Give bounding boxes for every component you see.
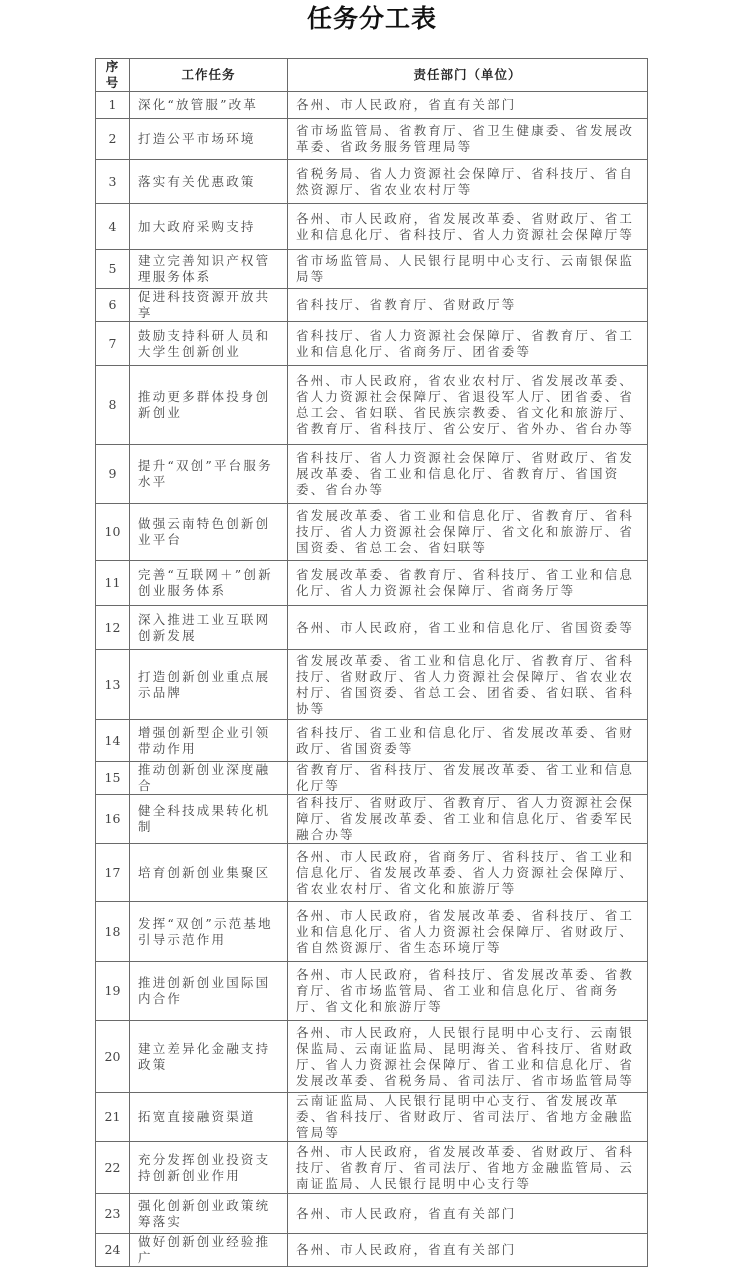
table-row <box>96 1021 648 1093</box>
row-task: 充分发挥创业投资支持创新创业作用 <box>130 1142 288 1194</box>
row-task: 做好创新创业经验推广 <box>130 1234 288 1267</box>
table-row <box>96 561 648 606</box>
row-number: 16 <box>96 795 130 844</box>
row-number: 20 <box>96 1021 130 1093</box>
document-title: 任务分工表 <box>306 4 437 33</box>
row-department: 各州、市人民政府，省工业和信息化厅、省国资委等 <box>288 606 648 650</box>
table-row <box>96 160 648 204</box>
row-department: 省科技厅、省工业和信息化厅、省发展改革委、省财政厅、省国资委等 <box>288 720 648 762</box>
table-row <box>96 606 648 650</box>
column-header-number: 序号 <box>96 59 130 92</box>
table-row <box>96 92 648 119</box>
row-task: 做强云南特色创新创业平台 <box>130 504 288 561</box>
row-task: 培育创新创业集聚区 <box>130 844 288 902</box>
row-department: 各州、市人民政府，省商务厅、省科技厅、省工业和信息化厅、省发展改革委、省人力资源社会保障厅、省农业农村厅、省文化和旅游厅等 <box>288 844 648 902</box>
row-task: 推动更多群体投身创新创业 <box>130 366 288 445</box>
table-row <box>96 504 648 561</box>
row-department: 各州、市人民政府，省直有关部门 <box>288 92 648 119</box>
table-row <box>96 844 648 902</box>
row-number: 21 <box>96 1093 130 1142</box>
row-number: 1 <box>96 92 130 119</box>
row-task: 鼓励支持科研人员和大学生创新创业 <box>130 322 288 366</box>
row-number: 24 <box>96 1234 130 1267</box>
row-task: 增强创新型企业引领带动作用 <box>130 720 288 762</box>
table-row <box>96 962 648 1021</box>
row-task: 推动创新创业深度融合 <box>130 762 288 795</box>
row-number: 11 <box>96 561 130 606</box>
table-row <box>96 1194 648 1234</box>
row-department: 各州、市人民政府，省发展改革委、省财政厅、省工业和信息化厅、省科技厅、省人力资源社会保障厅等 <box>288 204 648 250</box>
row-number: 6 <box>96 289 130 322</box>
row-task: 发挥“双创”示范基地引导示范作用 <box>130 902 288 962</box>
table-row <box>96 250 648 289</box>
row-task: 加大政府采购支持 <box>130 204 288 250</box>
row-department: 云南证监局、人民银行昆明中心支行、省发展改革委、省科技厅、省财政厅、省司法厅、省地方金融监管局等 <box>288 1093 648 1142</box>
table-row <box>96 445 648 504</box>
row-task: 建立完善知识产权管理服务体系 <box>130 250 288 289</box>
row-department: 各州、市人民政府，人民银行昆明中心支行、云南银保监局、云南证监局、昆明海关、省科技厅、省财政厅、省人力资源社会保障厅、省工业和信息化厅、省发展改革委、省税务局、省司法厅、省市场监管局等 <box>288 1021 648 1093</box>
row-number: 18 <box>96 902 130 962</box>
row-department: 省科技厅、省财政厅、省教育厅、省人力资源社会保障厅、省发展改革委、省工业和信息化厅、省委军民融合办等 <box>288 795 648 844</box>
row-department: 省科技厅、省人力资源社会保障厅、省教育厅、省工业和信息化厅、省商务厅、团省委等 <box>288 322 648 366</box>
row-task: 打造创新创业重点展示品牌 <box>130 650 288 720</box>
row-number: 13 <box>96 650 130 720</box>
table-row <box>96 366 648 445</box>
row-task: 提升“双创”平台服务水平 <box>130 445 288 504</box>
row-task: 强化创新创业政策统筹落实 <box>130 1194 288 1234</box>
row-department: 省教育厅、省科技厅、省发展改革委、省工业和信息化厅等 <box>288 762 648 795</box>
row-department: 省发展改革委、省教育厅、省科技厅、省工业和信息化厅、省人力资源社会保障厅、省商务厅等 <box>288 561 648 606</box>
row-number: 17 <box>96 844 130 902</box>
row-number: 3 <box>96 160 130 204</box>
row-department: 各州、市人民政府，省农业农村厅、省发展改革委、省人力资源社会保障厅、省退役军人厅、团省委、省总工会、省妇联、省民族宗教委、省文化和旅游厅、省教育厅、省科技厅、省公安厅、省外办、省台办等 <box>288 366 648 445</box>
row-task: 推进创新创业国际国内合作 <box>130 962 288 1021</box>
row-department: 各州、市人民政府，省直有关部门 <box>288 1194 648 1234</box>
row-number: 22 <box>96 1142 130 1194</box>
row-number: 9 <box>96 445 130 504</box>
row-number: 10 <box>96 504 130 561</box>
table-row <box>96 1093 648 1142</box>
row-number: 8 <box>96 366 130 445</box>
row-task: 促进科技资源开放共享 <box>130 289 288 322</box>
table-row <box>96 720 648 762</box>
table-row <box>96 795 648 844</box>
row-department: 省市场监管局、省教育厅、省卫生健康委、省发展改革委、省政务服务管理局等 <box>288 119 648 160</box>
column-header-department: 责任部门（单位） <box>288 59 648 92</box>
table-row <box>96 902 648 962</box>
row-task: 打造公平市场环境 <box>130 119 288 160</box>
row-number: 12 <box>96 606 130 650</box>
row-number: 23 <box>96 1194 130 1234</box>
row-task: 落实有关优惠政策 <box>130 160 288 204</box>
row-task: 拓宽直接融资渠道 <box>130 1093 288 1142</box>
row-department: 各州、市人民政府，省直有关部门 <box>288 1234 648 1267</box>
row-department: 各州、市人民政府，省发展改革委、省科技厅、省工业和信息化厅、省人力资源社会保障厅、省财政厅、省自然资源厅、省生态环境厅等 <box>288 902 648 962</box>
row-task: 深入推进工业互联网创新发展 <box>130 606 288 650</box>
column-header-task: 工作任务 <box>130 59 288 92</box>
row-number: 2 <box>96 119 130 160</box>
row-department: 各州、市人民政府，省科技厅、省发展改革委、省教育厅、省市场监管局、省工业和信息化厅、省商务厅、省文化和旅游厅等 <box>288 962 648 1021</box>
row-number: 19 <box>96 962 130 1021</box>
row-department: 省发展改革委、省工业和信息化厅、省教育厅、省科技厅、省人力资源社会保障厅、省文化和旅游厅、省国资委、省总工会、省妇联等 <box>288 504 648 561</box>
row-department: 各州、市人民政府，省发展改革委、省财政厅、省科技厅、省教育厅、省司法厅、省地方金融监管局、云南证监局、人民银行昆明中心支行等 <box>288 1142 648 1194</box>
row-number: 14 <box>96 720 130 762</box>
task-division-table <box>95 58 648 1267</box>
row-number: 15 <box>96 762 130 795</box>
row-department: 省市场监管局、人民银行昆明中心支行、云南银保监局等 <box>288 250 648 289</box>
row-number: 7 <box>96 322 130 366</box>
row-department: 省税务局、省人力资源社会保障厅、省科技厅、省自然资源厅、省农业农村厅等 <box>288 160 648 204</box>
table-row <box>96 762 648 795</box>
row-task: 深化“放管服”改革 <box>130 92 288 119</box>
row-task: 完善“互联网＋”创新创业服务体系 <box>130 561 288 606</box>
row-task: 建立差异化金融支持政策 <box>130 1021 288 1093</box>
table-header-row <box>96 59 648 92</box>
row-department: 省发展改革委、省工业和信息化厅、省教育厅、省科技厅、省财政厅、省人力资源社会保障厅、省农业农村厅、省国资委、省总工会、团省委、省妇联、省科协等 <box>288 650 648 720</box>
table-row <box>96 119 648 160</box>
table-row <box>96 289 648 322</box>
row-department: 省科技厅、省教育厅、省财政厅等 <box>288 289 648 322</box>
row-task: 健全科技成果转化机制 <box>130 795 288 844</box>
row-number: 5 <box>96 250 130 289</box>
row-number: 4 <box>96 204 130 250</box>
table-row <box>96 322 648 366</box>
table-row <box>96 1234 648 1267</box>
row-department: 省科技厅、省人力资源社会保障厅、省财政厅、省发展改革委、省工业和信息化厅、省教育厅、省国资委、省台办等 <box>288 445 648 504</box>
table-row <box>96 204 648 250</box>
table-row <box>96 650 648 720</box>
table-row <box>96 1142 648 1194</box>
